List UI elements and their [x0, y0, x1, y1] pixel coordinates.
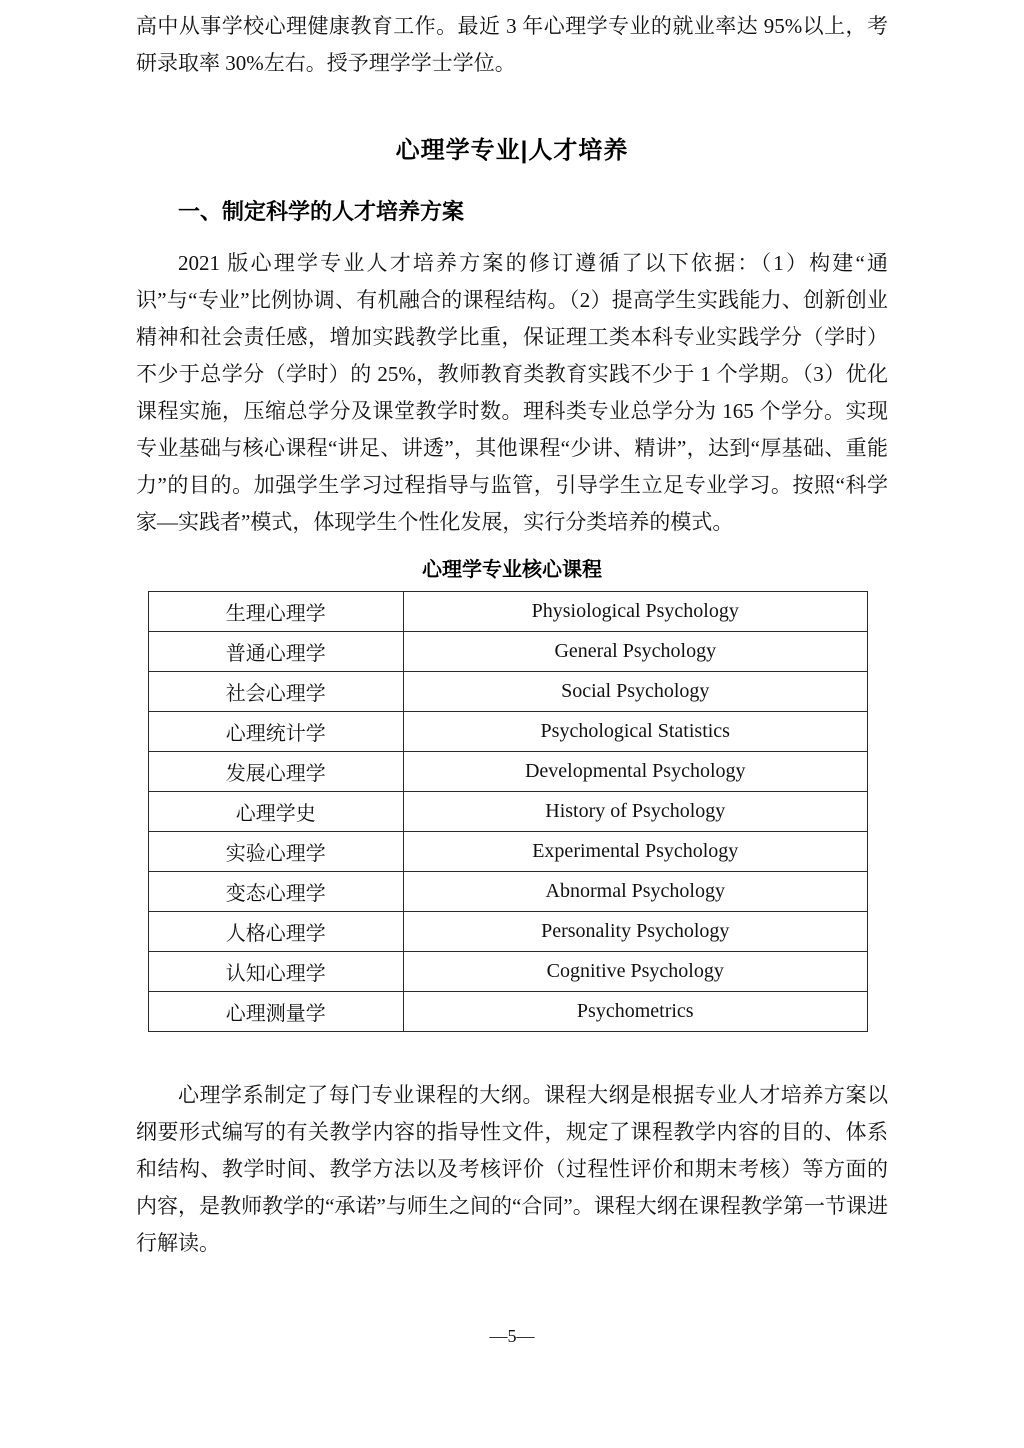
course-row [149, 592, 868, 632]
course-name-en: General Psychology [403, 632, 867, 672]
course-name-zh: 人格心理学 [149, 912, 404, 952]
course-name-zh: 生理心理学 [149, 592, 404, 632]
course-name-en: Experimental Psychology [403, 832, 867, 872]
course-row [149, 632, 868, 672]
course-name-en: Social Psychology [403, 672, 867, 712]
course-row [149, 952, 868, 992]
course-row [149, 792, 868, 832]
body-paragraph: 2021 版心理学专业人才培养方案的修订遵循了以下依据：（1）构建“通识”与“专业”比例协调、有机融合的课程结构。（2）提高学生实践能力、创新创业精神和社会责任感，增加实践教学比重，保证理工类本科专业实践学分（学时）不少于总学分（学时）的 25%，教师教育类教育实践不少于 1 个学期。（3）优化课程实施，压缩总学分及课堂教学时数。理科类专业总学分为 165 个学分。实现专业基础与核心课程“讲足、讲透”，其他课程“少讲、精讲”，达到“厚基础、重能力”的目的。加强学生学习过程指导与监管，引导学生立足专业学习。按照“科学家—实践者”模式，体现学生个性化发展，实行分类培养的模式。 [136, 251, 888, 534]
core-courses-table-body [149, 592, 868, 1032]
course-name-en: Psychological Statistics [403, 712, 867, 752]
course-name-zh: 心理统计学 [149, 712, 404, 752]
course-row [149, 752, 868, 792]
table-caption: 心理学专业核心课程 [422, 559, 602, 581]
course-row [149, 672, 868, 712]
intro-paragraph: 高中从事学校心理健康教育工作。最近 3 年心理学专业的就业率达 95%以上，考研录取率 30%左右。授予理学学士学位。 [136, 14, 888, 75]
course-name-zh: 普通心理学 [149, 632, 404, 672]
course-row [149, 912, 868, 952]
course-name-en: Psychometrics [403, 992, 867, 1032]
course-name-en: Physiological Psychology [403, 592, 867, 632]
course-row [149, 832, 868, 872]
course-name-zh: 实验心理学 [149, 832, 404, 872]
course-name-zh: 心理测量学 [149, 992, 404, 1032]
course-name-zh: 社会心理学 [149, 672, 404, 712]
page-number: —5— [489, 1326, 535, 1346]
course-row [149, 872, 868, 912]
course-name-en: Cognitive Psychology [403, 952, 867, 992]
course-name-zh: 认知心理学 [149, 952, 404, 992]
course-name-en: Abnormal Psychology [403, 872, 867, 912]
course-row [149, 992, 868, 1032]
course-name-en: Developmental Psychology [403, 752, 867, 792]
page-title: 心理学专业|人才培养 [395, 137, 629, 164]
core-courses-table [148, 591, 868, 1032]
course-name-zh: 变态心理学 [149, 872, 404, 912]
closing-paragraph: 心理学系制定了每门专业课程的大纲。课程大纲是根据专业人才培养方案以纲要形式编写的有关教学内容的指导性文件，规定了课程教学内容的目的、体系和结构、教学时间、教学方法以及考核评价（过程性评价和期末考核）等方面的内容，是教师教学的“承诺”与师生之间的“合同”。课程大纲在课程教学第一节课进行解读。 [136, 1083, 888, 1255]
course-name-en: Personality Psychology [403, 912, 867, 952]
section-heading: 一、制定科学的人才培养方案 [178, 199, 465, 224]
course-name-zh: 心理学史 [149, 792, 404, 832]
course-row [149, 712, 868, 752]
course-name-en: History of Psychology [403, 792, 867, 832]
course-name-zh: 发展心理学 [149, 752, 404, 792]
